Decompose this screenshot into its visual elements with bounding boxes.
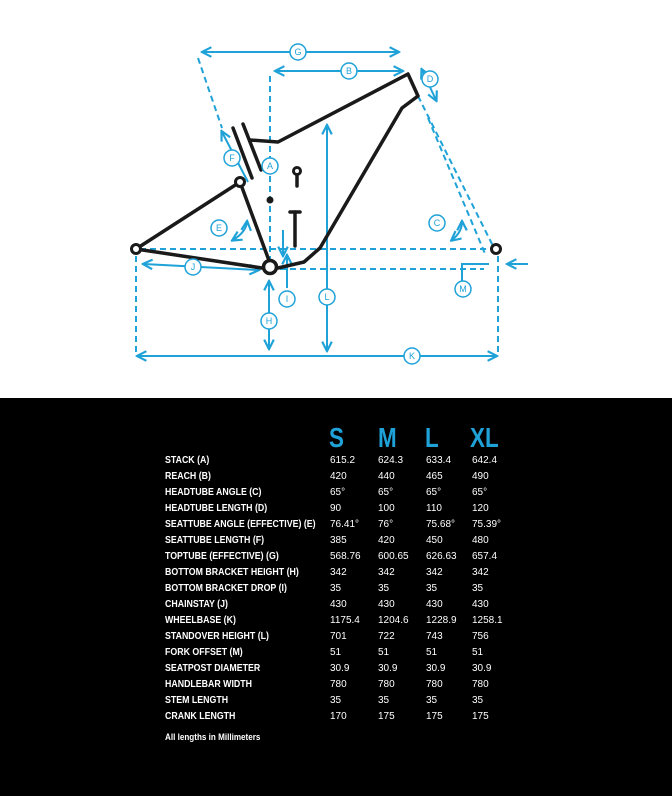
row-label: BOTTOM BRACKET DROP (I) <box>165 583 287 594</box>
row-value-m: 780 <box>378 679 395 690</box>
table-row <box>0 647 672 663</box>
row-value-xl: 756 <box>472 631 489 642</box>
svg-text:J: J <box>190 262 196 272</box>
table-row <box>0 567 672 583</box>
row-value-m: 76° <box>378 519 394 530</box>
dim-arc-e <box>233 222 247 240</box>
row-value-l: 110 <box>426 503 442 514</box>
table-row <box>0 519 672 535</box>
row-value-m: 1204.6 <box>378 615 409 626</box>
table-row <box>0 631 672 647</box>
marker-m <box>455 281 471 297</box>
marker-b <box>341 63 357 79</box>
row-value-m: 100 <box>378 503 395 514</box>
row-label: CHAINSTAY (J) <box>165 599 228 610</box>
svg-text:K: K <box>408 351 416 361</box>
row-label: CRANK LENGTH <box>165 711 236 722</box>
marker-f <box>224 150 240 166</box>
row-label: SEATPOST DIAMETER <box>165 663 261 674</box>
row-value-xl: 120 <box>472 503 489 514</box>
marker-a <box>262 158 278 174</box>
svg-text:I: I <box>285 294 289 304</box>
row-value-xl: 35 <box>472 695 484 706</box>
marker-i <box>279 291 295 307</box>
row-value-xl: 780 <box>472 679 489 690</box>
row-label: TOPTUBE (EFFECTIVE) (G) <box>165 551 279 562</box>
row-label: WHEELBASE (K) <box>165 615 236 626</box>
row-value-xl: 342 <box>472 567 489 578</box>
front-axle-icon <box>492 245 501 254</box>
row-value-l: 35 <box>426 583 438 594</box>
geometry-table <box>0 398 672 796</box>
row-value-s: 568.76 <box>330 551 361 562</box>
marker-l <box>319 289 335 305</box>
row-value-m: 342 <box>378 567 395 578</box>
row-value-xl: 480 <box>472 535 489 546</box>
row-value-s: 76.41° <box>330 519 360 530</box>
row-value-s: 342 <box>330 567 347 578</box>
row-label: HEADTUBE LENGTH (D) <box>165 503 268 514</box>
row-value-m: 430 <box>378 599 395 610</box>
row-value-s: 615.2 <box>330 455 356 466</box>
table-row <box>0 487 672 503</box>
row-value-m: 624.3 <box>378 455 404 466</box>
table-row <box>0 711 672 727</box>
rear-axle-icon <box>132 245 141 254</box>
row-value-m: 51 <box>378 647 390 658</box>
row-label: STEM LENGTH <box>165 695 229 706</box>
row-value-xl: 75.39° <box>472 519 502 530</box>
guide-line-g <box>198 58 222 128</box>
row-value-xl: 175 <box>472 711 489 722</box>
row-value-m: 420 <box>378 535 395 546</box>
table-row <box>0 503 672 519</box>
row-value-s: 170 <box>330 711 347 722</box>
table-row <box>0 695 672 711</box>
row-label: STANDOVER HEIGHT (L) <box>165 631 269 642</box>
table-row <box>0 615 672 631</box>
row-label: SEATTUBE ANGLE (EFFECTIVE) (E) <box>165 519 316 530</box>
marker-c <box>429 215 445 231</box>
bottom-bracket-icon <box>264 261 277 274</box>
table-row <box>0 471 672 487</box>
row-value-s: 90 <box>330 503 342 514</box>
svg-text:D: D <box>426 74 434 84</box>
row-value-s: 1175.4 <box>330 615 360 626</box>
bike-frame <box>132 74 501 274</box>
row-value-m: 600.65 <box>378 551 409 562</box>
row-label: SEATTUBE LENGTH (F) <box>165 535 265 546</box>
row-value-l: 65° <box>426 487 442 498</box>
row-value-s: 385 <box>330 535 347 546</box>
row-value-m: 30.9 <box>378 663 398 674</box>
marker-k <box>404 348 420 364</box>
marker-j <box>185 259 201 275</box>
svg-text:A: A <box>266 161 274 171</box>
row-value-m: 440 <box>378 471 395 482</box>
units-note: All lengths in Millimeters <box>165 732 261 742</box>
row-value-l: 626.63 <box>426 551 457 562</box>
row-value-l: 35 <box>426 695 438 706</box>
marker-d <box>422 71 438 87</box>
row-value-s: 51 <box>330 647 342 658</box>
svg-text:G: G <box>294 47 302 57</box>
marker-g <box>290 44 306 60</box>
dim-line-m <box>462 264 489 282</box>
row-value-l: 430 <box>426 599 443 610</box>
svg-text:H: H <box>265 316 273 326</box>
row-label: REACH (B) <box>165 471 211 482</box>
row-value-l: 342 <box>426 567 443 578</box>
row-value-s: 30.9 <box>330 663 350 674</box>
row-label: HEADTUBE ANGLE (C) <box>165 487 262 498</box>
row-value-xl: 51 <box>472 647 484 658</box>
svg-text:B: B <box>345 66 353 76</box>
table-row <box>0 679 672 695</box>
row-value-xl: 65° <box>472 487 488 498</box>
svg-text:C: C <box>433 218 441 228</box>
row-value-l: 465 <box>426 471 443 482</box>
row-label: FORK OFFSET (M) <box>165 647 243 658</box>
svg-text:L: L <box>324 292 330 302</box>
row-value-m: 65° <box>378 487 394 498</box>
row-value-l: 75.68° <box>426 519 456 530</box>
row-label: STACK (A) <box>165 455 210 466</box>
row-value-s: 420 <box>330 471 347 482</box>
size-header-m: M <box>378 422 397 453</box>
table-row <box>0 551 672 567</box>
row-value-l: 633.4 <box>426 455 452 466</box>
row-value-l: 51 <box>426 647 438 658</box>
row-value-xl: 657.4 <box>472 551 498 562</box>
table-row <box>0 583 672 599</box>
marker-e <box>211 220 227 236</box>
row-value-s: 35 <box>330 583 342 594</box>
row-value-m: 35 <box>378 695 390 706</box>
pivot-dot-icon <box>267 197 274 204</box>
row-value-l: 450 <box>426 535 443 546</box>
svg-text:F: F <box>229 153 235 163</box>
row-value-m: 722 <box>378 631 395 642</box>
row-value-l: 780 <box>426 679 443 690</box>
row-value-xl: 30.9 <box>472 663 492 674</box>
row-value-xl: 35 <box>472 583 484 594</box>
row-value-xl: 1258.1 <box>472 615 503 626</box>
size-header-s: S <box>329 422 344 453</box>
row-value-m: 175 <box>378 711 395 722</box>
row-label: HANDLEBAR WIDTH <box>165 679 253 690</box>
row-value-l: 30.9 <box>426 663 446 674</box>
row-value-s: 701 <box>330 631 347 642</box>
table-row <box>0 535 672 551</box>
size-header-l: L <box>425 422 439 453</box>
row-value-s: 780 <box>330 679 347 690</box>
row-value-xl: 490 <box>472 471 489 482</box>
row-value-xl: 642.4 <box>472 455 498 466</box>
row-value-l: 1228.9 <box>426 615 457 626</box>
dim-arc-c <box>452 222 462 240</box>
svg-text:E: E <box>215 223 223 233</box>
row-value-s: 65° <box>330 487 346 498</box>
svg-text:M: M <box>459 284 467 294</box>
row-value-s: 430 <box>330 599 347 610</box>
row-value-m: 35 <box>378 583 390 594</box>
row-label: BOTTOM BRACKET HEIGHT (H) <box>165 567 299 578</box>
link-pivot-icon <box>294 168 301 175</box>
row-value-xl: 430 <box>472 599 489 610</box>
table-row <box>0 599 672 615</box>
seatstay-pivot-icon <box>236 178 245 187</box>
table-row <box>0 455 672 471</box>
size-header-xl: XL <box>470 422 499 453</box>
marker-h <box>261 313 277 329</box>
dimension-lines <box>136 52 528 356</box>
row-value-l: 175 <box>426 711 443 722</box>
row-value-s: 35 <box>330 695 342 706</box>
table-row <box>0 663 672 679</box>
row-value-l: 743 <box>426 631 443 642</box>
